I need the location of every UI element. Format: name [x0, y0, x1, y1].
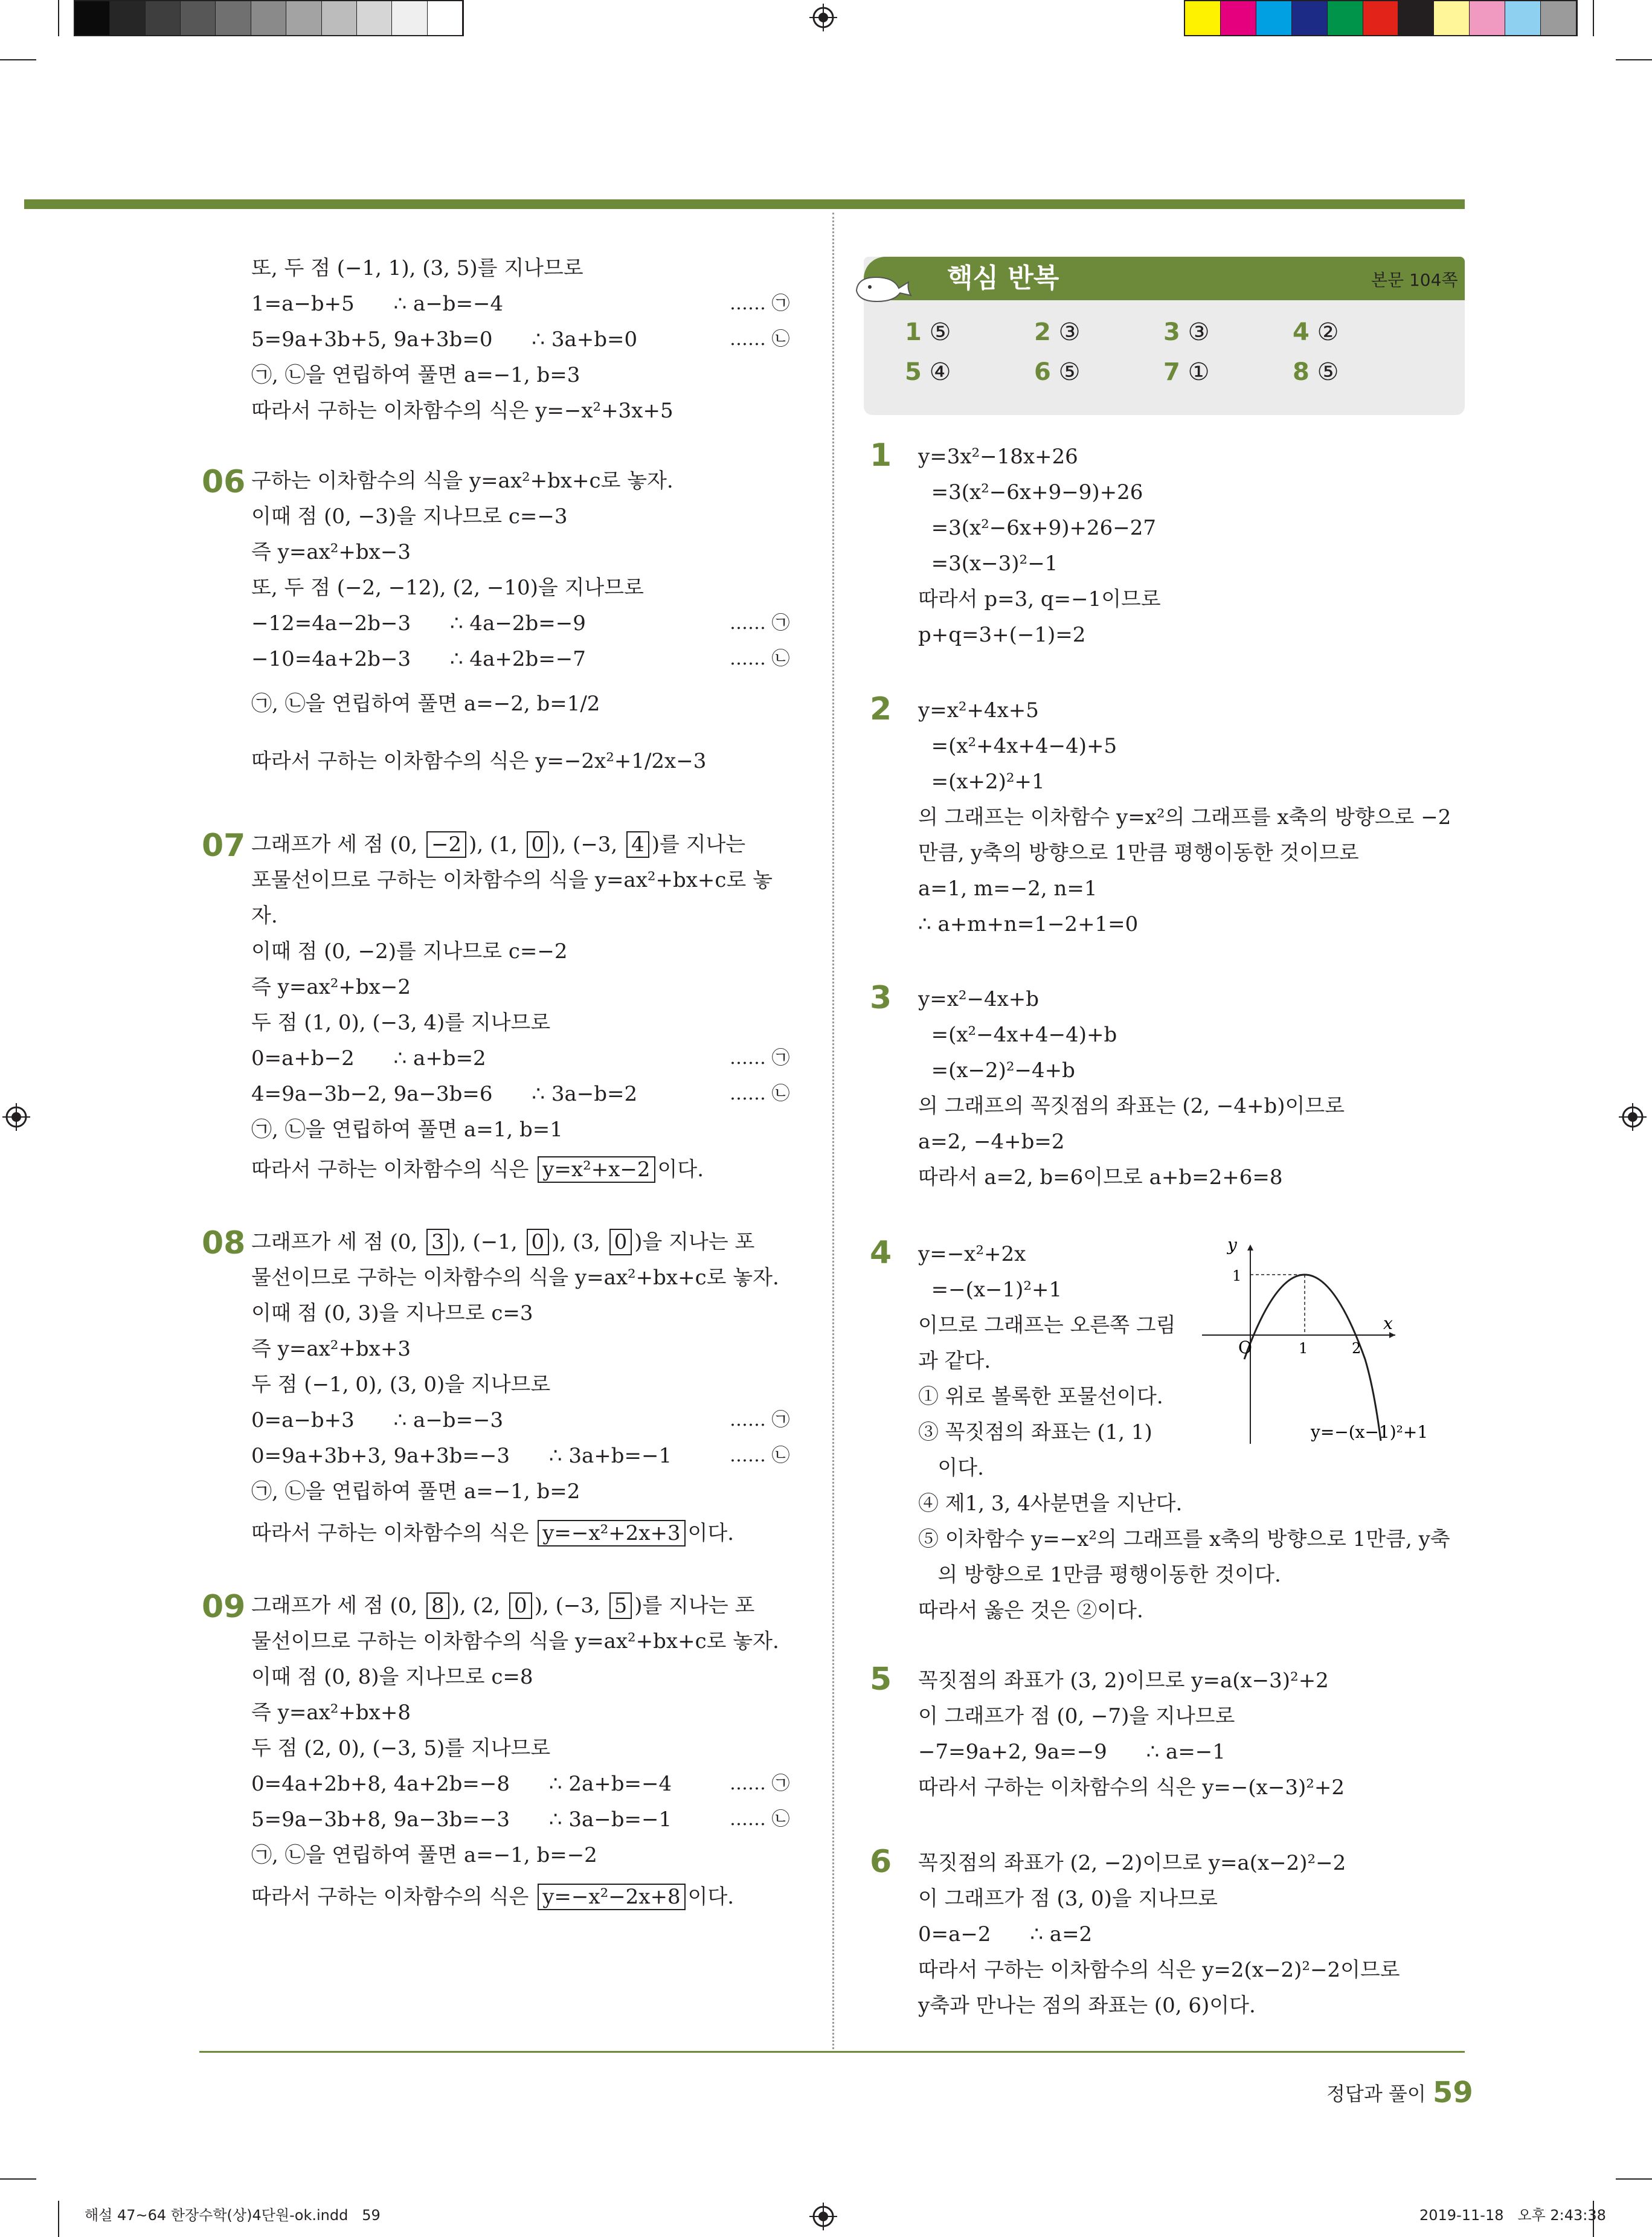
text-fragment: 따라서 구하는 이차함수의 식은	[251, 1521, 536, 1545]
color-swatch	[1185, 1, 1221, 35]
answer-blank: −2	[426, 831, 466, 858]
y-axis-label: y	[1227, 1235, 1237, 1255]
answer-choice: ⑤	[929, 318, 951, 346]
text-fragment: 따라서 구하는 이차함수의 식은	[251, 1157, 536, 1182]
text-line: 따라서 구하는 이차함수의 식은 y=−(x−3)²+2	[918, 1775, 1345, 1800]
gray-swatch	[75, 1, 110, 35]
equation-mark: …… ㉡	[730, 1083, 790, 1104]
answer-choice: ⑤	[1058, 358, 1081, 386]
text-line: ④ 제1, 3, 4사분면을 지난다.	[918, 1492, 1183, 1516]
gray-swatch	[216, 1, 251, 35]
text-fragment: )을 지나는 포	[634, 1230, 755, 1254]
text-fragment: 그래프가 세 점 (0,	[251, 832, 424, 857]
text-fragment: ), (−3,	[551, 832, 625, 857]
color-bar	[1184, 0, 1578, 36]
text-line: =(x+2)²+1	[918, 770, 1045, 794]
gray-swatch	[146, 1, 181, 35]
x-axis-label: x	[1383, 1313, 1393, 1333]
problem-number: 2	[870, 691, 892, 727]
answer-choice: ④	[929, 358, 951, 386]
text-line: 이때 점 (0, 3)을 지나므로 c=3	[251, 1301, 533, 1325]
answer-choice: ③	[1188, 318, 1210, 346]
text-line: 구하는 이차함수의 식을 y=ax²+bx+c로 놓자.	[251, 469, 673, 493]
text-line	[251, 832, 745, 857]
answer-number: 4	[1293, 318, 1310, 346]
text-line: 과 같다.	[918, 1349, 991, 1373]
equation-mark: …… ㉠	[730, 293, 790, 314]
crop-mark	[1593, 0, 1594, 36]
problem-number: 08	[202, 1225, 246, 1261]
equation-mark: …… ㉡	[730, 1445, 790, 1466]
column-divider	[832, 213, 834, 2049]
text-line: ① 위로 볼록한 포물선이다.	[918, 1385, 1163, 1409]
gray-swatch	[286, 1, 321, 35]
text-line: ∴ a+m+n=1−2+1=0	[918, 912, 1139, 936]
gray-scale-bar	[74, 0, 464, 36]
text-line: 두 점 (−1, 0), (3, 0)을 지나므로	[251, 1373, 551, 1397]
gray-swatch	[392, 1, 427, 35]
color-swatch	[1434, 1, 1470, 35]
answer-item	[1034, 358, 1080, 386]
color-swatch	[1328, 1, 1363, 35]
text-line: 두 점 (1, 0), (−3, 4)를 지나므로	[251, 1011, 551, 1035]
text-line: ㉠, ㉡을 연립하여 풀면 a=−1, b=−2	[251, 1843, 597, 1867]
text-fragment: ), (2,	[451, 1594, 507, 1618]
color-swatch	[1256, 1, 1292, 35]
text-line: 두 점 (2, 0), (−3, 5)를 지나므로	[251, 1736, 551, 1760]
text-line: =−(x−1)²+1	[918, 1278, 1062, 1302]
registration-mark-bottom	[809, 2203, 837, 2230]
equation-mark: …… ㉠	[730, 1409, 790, 1431]
text-line: 0=4a+2b+8, 4a+2b=−8 ∴ 2a+b=−4	[251, 1772, 672, 1796]
text-line: a=2, −4+b=2	[918, 1130, 1065, 1154]
text-line: y=3x²−18x+26	[918, 445, 1078, 469]
footer-label: 정답과 풀이	[1326, 2082, 1426, 2105]
text-fragment: )를 지나는 포	[634, 1594, 755, 1618]
equation-mark: …… ㉡	[730, 1809, 790, 1830]
crop-mark	[0, 59, 36, 60]
color-swatch	[1541, 1, 1576, 35]
answer-blank: 0	[527, 831, 550, 858]
text-line: 물선이므로 구하는 이차함수의 식을 y=ax²+bx+c로 놓자.	[251, 1629, 779, 1653]
text-line: 의 그래프는 이차함수 y=x²의 그래프를 x축의 방향으로 −2	[918, 805, 1451, 829]
answer-item	[1293, 318, 1339, 346]
text-line: ㉠, ㉡을 연립하여 풀면 a=−2, b=1/2	[251, 692, 600, 716]
problem-number: 6	[870, 1844, 892, 1880]
text-line: =3(x−3)²−1	[918, 552, 1058, 576]
text-line: 이때 점 (0, 8)을 지나므로 c=8	[251, 1665, 533, 1689]
text-line: 1=a−b+5 ∴ a−b=−4	[251, 292, 504, 316]
equation-mark: …… ㉠	[730, 1048, 790, 1069]
text-line: 또, 두 점 (−2, −12), (2, −10)을 지나므로	[251, 576, 644, 600]
text-fragment: 이다.	[657, 1157, 704, 1182]
crop-mark	[58, 0, 59, 36]
text-line: 0=a+b−2 ∴ a+b=2	[251, 1046, 486, 1070]
crop-mark	[1616, 2178, 1652, 2180]
answer-blank: 0	[509, 1592, 532, 1619]
text-line: =(x²+4x+4−4)+5	[918, 734, 1117, 758]
text-line: 자.	[251, 904, 278, 928]
y-axis-arrow	[1247, 1244, 1253, 1250]
text-line: 이때 점 (0, −3)을 지나므로 c=−3	[251, 504, 568, 529]
parabola-curve	[1244, 1275, 1381, 1441]
gray-swatch	[181, 1, 216, 35]
problem-number: 3	[870, 980, 892, 1016]
color-swatch	[1398, 1, 1434, 35]
text-line: 따라서 p=3, q=−1이므로	[918, 587, 1161, 611]
color-swatch	[1363, 1, 1399, 35]
print-file-info: 해설 47~64 한장수학(상)4단원-ok.indd 59	[85, 2207, 381, 2224]
text-line: 즉 y=ax²+bx−3	[251, 540, 411, 564]
answer-item	[905, 358, 951, 386]
text-line: =3(x²−6x+9−9)+26	[918, 480, 1143, 504]
gray-swatch	[357, 1, 392, 35]
answer-box: y=−x²+2x+3	[538, 1520, 685, 1547]
color-swatch	[1470, 1, 1505, 35]
text-line: 따라서 옳은 것은 ②이다.	[918, 1598, 1143, 1623]
answer-line	[251, 1157, 704, 1182]
header-rule	[24, 199, 1465, 209]
summary-ref: 본문 104쪽	[1371, 270, 1458, 290]
answer-number: 6	[1034, 358, 1051, 386]
text-line: =(x−2)²−4+b	[918, 1058, 1075, 1083]
page-number: 59	[1433, 2076, 1473, 2110]
parabola-svg	[1202, 1232, 1468, 1450]
text-line: 즉 y=ax²+bx−2	[251, 975, 411, 999]
registration-mark-top	[809, 4, 837, 31]
answer-choice: ①	[1188, 358, 1210, 386]
equation-mark: …… ㉠	[730, 613, 790, 634]
text-line: −7=9a+2, 9a=−9 ∴ a=−1	[918, 1740, 1226, 1764]
text-fragment: ), (1,	[469, 832, 524, 857]
color-swatch	[1292, 1, 1328, 35]
text-line: ⑤ 이차함수 y=−x²의 그래프를 x축의 방향으로 1만큼, y축	[918, 1527, 1450, 1551]
text-line: 따라서 구하는 이차함수의 식은 y=−2x²+1/2x−3	[251, 749, 707, 773]
answer-box: y=x²+x−2	[538, 1156, 655, 1183]
crop-mark	[58, 2201, 59, 2237]
text-line: y=x²+4x+5	[918, 698, 1039, 723]
summary-title: 핵심 반복	[947, 263, 1059, 294]
text-line: 꼭짓점의 좌표가 (3, 2)이므로 y=a(x−3)²+2	[918, 1669, 1329, 1693]
answer-box: y=−x²−2x+8	[538, 1884, 685, 1910]
crop-mark	[0, 2178, 36, 2180]
text-line: 이다.	[918, 1456, 984, 1480]
answer-item	[1293, 358, 1339, 386]
problem-number: 09	[202, 1589, 246, 1625]
footer-rule	[199, 2051, 1465, 2053]
answer-choice: ⑤	[1317, 358, 1339, 386]
text-line: 또, 두 점 (−1, 1), (3, 5)를 지나므로	[251, 256, 583, 280]
answer-item	[1163, 358, 1209, 386]
problem-number: 1	[870, 437, 892, 474]
whale-icon	[846, 259, 918, 307]
curve-label: y=−(x−1)²+1	[1311, 1422, 1429, 1442]
gray-swatch	[322, 1, 357, 35]
text-line: ㉠, ㉡을 연립하여 풀면 a=−1, b=2	[251, 1479, 580, 1504]
gray-swatch	[251, 1, 286, 35]
text-line: 따라서 구하는 이차함수의 식은 y=−x²+3x+5	[251, 399, 673, 423]
equation-mark: …… ㉡	[730, 648, 790, 669]
text-line: −10=4a+2b−3 ∴ 4a+2b=−7	[251, 647, 586, 671]
print-date: 2019-11-18 오후 2:43:38	[1419, 2207, 1606, 2224]
text-fragment: 그래프가 세 점 (0,	[251, 1594, 424, 1618]
answer-blank: 4	[626, 831, 649, 858]
answer-number: 3	[1163, 318, 1180, 346]
answer-blank: 0	[609, 1229, 632, 1255]
text-line: =(x²−4x+4−4)+b	[918, 1023, 1117, 1047]
text-line: 따라서 구하는 이차함수의 식은 y=2(x−2)²−2이므로	[918, 1958, 1400, 1982]
origin-label: O	[1238, 1337, 1252, 1357]
answer-number: 2	[1034, 318, 1051, 346]
problem-number: 07	[202, 828, 246, 864]
text-line: 0=9a+3b+3, 9a+3b=−3 ∴ 3a+b=−1	[251, 1444, 672, 1468]
answer-line	[251, 1885, 734, 1909]
text-line: 물선이므로 구하는 이차함수의 식을 y=ax²+bx+c로 놓자.	[251, 1266, 779, 1290]
text-line: y축과 만나는 점의 좌표는 (0, 6)이다.	[918, 1994, 1256, 2018]
text-line: 이 그래프가 점 (0, −7)을 지나므로	[918, 1704, 1235, 1728]
registration-mark-left	[2, 1103, 30, 1131]
equation-mark: …… ㉠	[730, 1773, 790, 1794]
answer-choice: ②	[1317, 318, 1339, 346]
text-line: a=1, m=−2, n=1	[918, 877, 1098, 901]
text-line: 의 그래프의 꼭짓점의 좌표는 (2, −4+b)이므로	[918, 1094, 1345, 1118]
text-fragment: )를 지나는	[651, 832, 746, 857]
crop-mark	[1616, 59, 1652, 60]
answer-number: 8	[1293, 358, 1310, 386]
text-line: 꼭짓점의 좌표가 (2, −2)이므로 y=a(x−2)²−2	[918, 1851, 1346, 1875]
text-line: −12=4a−2b−3 ∴ 4a−2b=−9	[251, 611, 586, 636]
text-line: 만큼, y축의 방향으로 1만큼 평행이동한 것이므로	[918, 841, 1359, 865]
y-tick-1: 1	[1232, 1267, 1242, 1284]
text-line: 즉 y=ax²+bx+8	[251, 1701, 411, 1725]
problem-number: 4	[870, 1235, 892, 1271]
answer-line	[251, 1521, 734, 1545]
text-fragment: 따라서 구하는 이차함수의 식은	[251, 1885, 536, 1909]
text-fragment: ), (−3,	[534, 1594, 607, 1618]
gray-swatch	[428, 1, 463, 35]
answer-item	[1034, 318, 1080, 346]
answer-blank: 0	[527, 1229, 550, 1255]
text-fragment: 그래프가 세 점 (0,	[251, 1230, 424, 1254]
text-line: 즉 y=ax²+bx+3	[251, 1337, 411, 1361]
answer-blank: 8	[426, 1592, 449, 1619]
problem-number: 5	[870, 1661, 892, 1698]
gray-swatch	[110, 1, 145, 35]
text-line: 0=a−2 ∴ a=2	[918, 1922, 1093, 1946]
registration-mark-right	[1619, 1103, 1647, 1131]
text-line: ㉠, ㉡을 연립하여 풀면 a=−1, b=3	[251, 363, 580, 387]
text-fragment: 이다.	[687, 1885, 734, 1909]
text-fragment: 이다.	[687, 1521, 734, 1545]
text-line: ㉠, ㉡을 연립하여 풀면 a=1, b=1	[251, 1118, 563, 1142]
text-fragment: ), (3,	[551, 1230, 607, 1254]
text-line: 0=a−b+3 ∴ a−b=−3	[251, 1408, 504, 1432]
answer-number: 1	[905, 318, 922, 346]
text-line: y=x²−4x+b	[918, 987, 1040, 1011]
answer-blank: 3	[426, 1229, 449, 1255]
text-line: 이므로 그래프는 오른쪽 그림	[918, 1313, 1176, 1337]
text-line: 5=9a+3b+5, 9a+3b=0 ∴ 3a+b=0	[251, 327, 638, 352]
x-tick-1: 1	[1299, 1340, 1308, 1357]
text-line: p+q=3+(−1)=2	[918, 623, 1086, 647]
x-tick-2: 2	[1352, 1340, 1361, 1357]
color-swatch	[1505, 1, 1541, 35]
answer-number: 7	[1163, 358, 1180, 386]
text-line: 따라서 a=2, b=6이므로 a+b=2+6=8	[918, 1165, 1283, 1189]
text-line: ③ 꼭짓점의 좌표는 (1, 1)	[918, 1420, 1152, 1444]
text-line	[251, 1230, 754, 1254]
problem-number: 06	[202, 464, 246, 500]
equation-mark: …… ㉡	[730, 329, 790, 350]
answer-choice: ③	[1058, 318, 1081, 346]
answer-item	[905, 318, 951, 346]
text-line: 의 방향으로 1만큼 평행이동한 것이다.	[918, 1563, 1281, 1587]
text-line: 포물선이므로 구하는 이차함수의 식을 y=ax²+bx+c로 놓	[251, 868, 773, 892]
answer-item	[1163, 318, 1209, 346]
parabola-graph	[1202, 1232, 1468, 1450]
color-swatch	[1221, 1, 1256, 35]
text-fragment: ), (−1,	[451, 1230, 524, 1254]
text-line: y=−x²+2x	[918, 1242, 1026, 1266]
text-line: 5=9a−3b+8, 9a−3b=−3 ∴ 3a−b=−1	[251, 1807, 672, 1832]
answer-number: 5	[905, 358, 922, 386]
text-line	[251, 1594, 754, 1618]
summary-box	[864, 257, 1465, 415]
text-line: 이 그래프가 점 (3, 0)을 지나므로	[918, 1887, 1218, 1911]
answer-blank: 5	[609, 1592, 632, 1619]
text-line: 4=9a−3b−2, 9a−3b=6 ∴ 3a−b=2	[251, 1082, 638, 1106]
text-line: 이때 점 (0, −2)를 지나므로 c=−2	[251, 939, 568, 964]
text-line: =3(x²−6x+9)+26−27	[918, 516, 1156, 540]
